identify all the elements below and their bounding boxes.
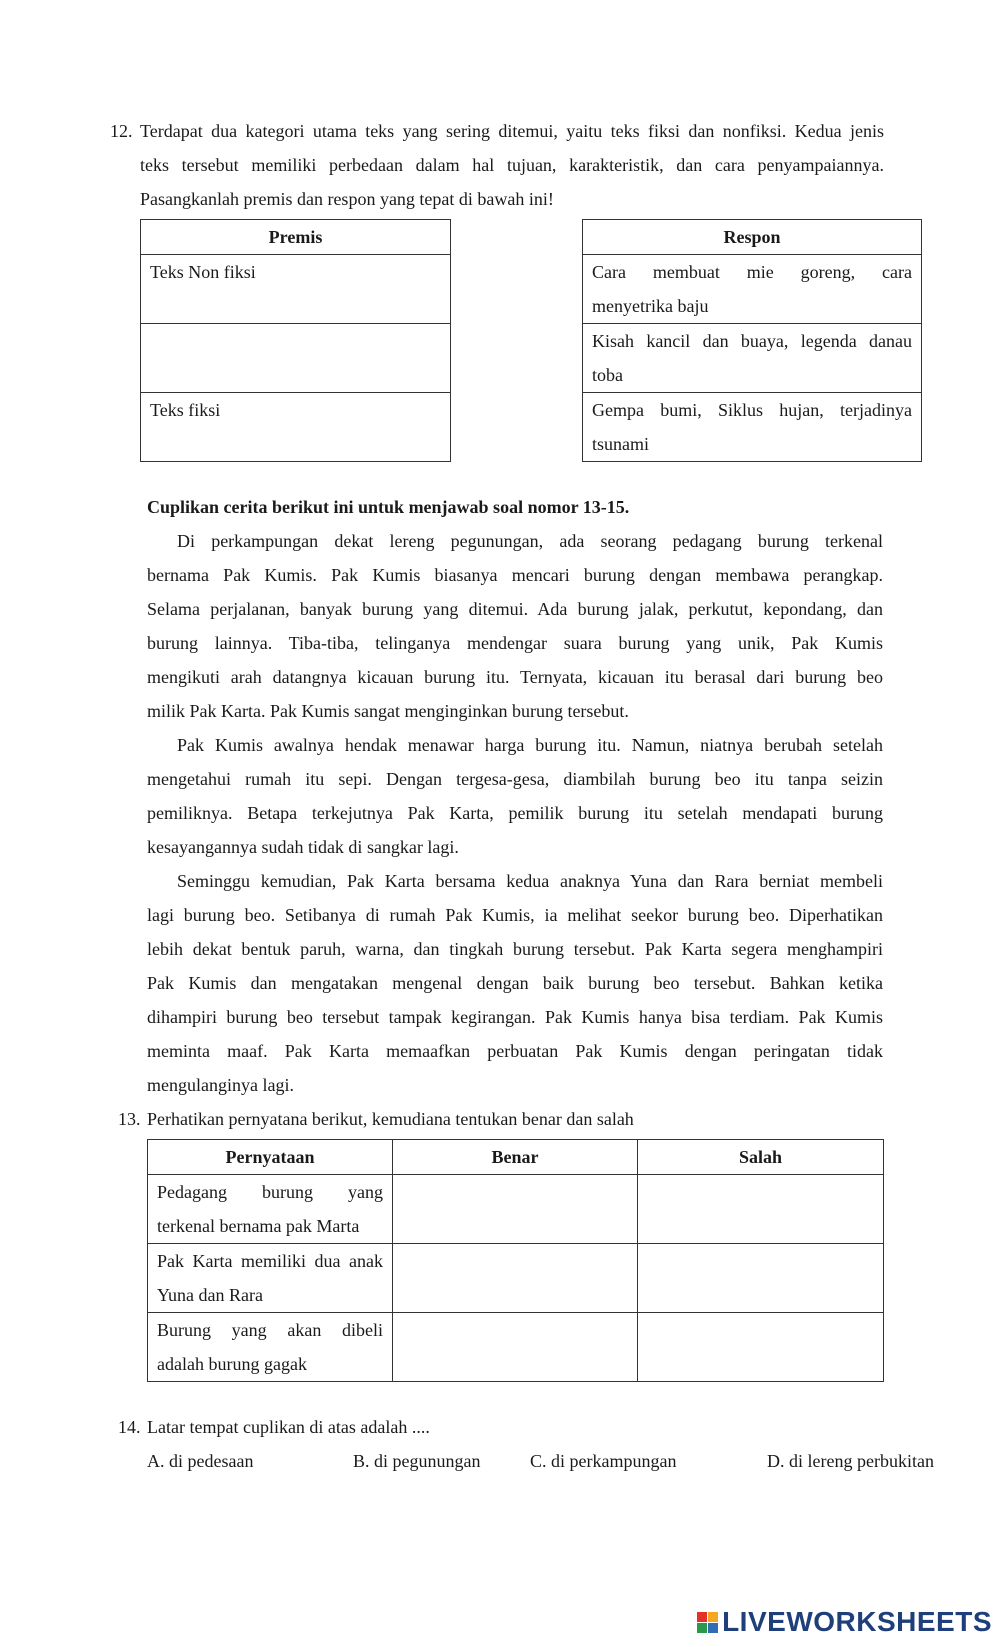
premis-cell[interactable] bbox=[141, 324, 451, 393]
question-text-line: teks tersebut memiliki perbedaan dalam hal tujuan, karakteristik, dan cara penyampaiannya. bbox=[140, 155, 884, 175]
premis-cell[interactable]: Teks fiksi bbox=[141, 393, 451, 462]
story-line: mengikuti arah datangnya kicauan burung itu. Ternyata, kicauan itu berasal dari burung beo bbox=[147, 667, 883, 687]
question-number: 12. bbox=[110, 121, 133, 141]
question-text-line: Terdapat dua kategori utama teks yang sering ditemui, yaitu teks fiksi dan nonfiksi. Kedua jenis bbox=[140, 121, 884, 141]
question-text: Latar tempat cuplikan di atas adalah .... bbox=[147, 1417, 430, 1437]
story-line: Selama perjalanan, banyak burung yang ditemui. Ada burung jalak, perkutut, kepondang, dan bbox=[147, 599, 883, 619]
statement-text: terkenal bernama pak Marta bbox=[157, 1216, 360, 1236]
story-line: meminta maaf. Pak Karta memaafkan perbuatan Pak Kumis dengan peringatan tidak bbox=[147, 1041, 883, 1061]
statement-text: Pak Karta memiliki dua anak bbox=[157, 1251, 383, 1271]
question-text-line: Pasangkanlah premis dan respon yang tepat di bawah ini! bbox=[140, 189, 554, 209]
story-line: Pak Kumis dan mengatakan mengenal dengan baik burung beo tersebut. Bahkan ketika bbox=[147, 973, 883, 993]
story-heading: Cuplikan cerita berikut ini untuk menjawab soal nomor 13-15. bbox=[147, 497, 630, 517]
respon-text: toba bbox=[592, 365, 623, 385]
brand-name: LIVEWORKSHEETS bbox=[722, 1606, 992, 1637]
respon-table bbox=[582, 219, 922, 462]
salah-answer-cell[interactable] bbox=[638, 1313, 884, 1382]
story-line: kesayangannya sudah tidak di sangkar lagi. bbox=[147, 837, 459, 857]
answer-options bbox=[0, 1444, 1000, 1478]
option-d[interactable]: D. di lereng perbukitan bbox=[767, 1451, 934, 1471]
question-text: Perhatikan pernyatana berikut, kemudiana tentukan benar dan salah bbox=[147, 1109, 634, 1129]
respon-text: Kisah kancil dan buaya, legenda danau bbox=[592, 331, 912, 351]
premis-cell[interactable]: Teks Non fiksi bbox=[141, 255, 451, 324]
benar-answer-cell[interactable] bbox=[393, 1313, 638, 1382]
statement-cell bbox=[148, 1313, 393, 1382]
salah-answer-cell[interactable] bbox=[638, 1244, 884, 1313]
story-line: lagi burung beo. Setibanya di rumah Pak Kumis, ia melihat seekor burung beo. Diperhatikan bbox=[147, 905, 883, 925]
liveworksheets-logo bbox=[697, 1604, 992, 1640]
benar-answer-cell[interactable] bbox=[393, 1244, 638, 1313]
header-salah: Salah bbox=[638, 1140, 884, 1175]
true-false-table bbox=[147, 1139, 884, 1382]
option-c[interactable]: C. di perkampungan bbox=[530, 1451, 677, 1471]
respon-text: tsunami bbox=[592, 434, 649, 454]
salah-answer-cell[interactable] bbox=[638, 1175, 884, 1244]
respon-text: menyetrika baju bbox=[592, 296, 709, 316]
respon-text: Gempa bumi, Siklus hujan, terjadinya bbox=[592, 400, 912, 420]
story-line: mengetahui rumah itu sepi. Dengan tergesa-gesa, diambilah burung beo itu tanpa seizin bbox=[147, 769, 883, 789]
respon-text: Cara membuat mie goreng, cara bbox=[592, 262, 912, 282]
premis-header: Premis bbox=[141, 220, 451, 255]
story-line: milik Pak Karta. Pak Kumis sangat menginginkan burung tersebut. bbox=[147, 701, 629, 721]
statement-text: adalah burung gagak bbox=[157, 1354, 307, 1374]
story-line: dihampiri burung beo tersebut tampak kegirangan. Pak Kumis hanya bisa terdiam. Pak Kumis bbox=[147, 1007, 883, 1027]
respon-cell[interactable] bbox=[583, 393, 922, 462]
statement-text: Burung yang akan dibeli bbox=[157, 1320, 383, 1340]
question-number: 14. bbox=[118, 1417, 141, 1437]
story-line: pemiliknya. Betapa terkejutnya Pak Karta, pemilik burung itu setelah mendapati burung bbox=[147, 803, 883, 823]
story-line: bernama Pak Kumis. Pak Kumis biasanya mencari burung dengan membawa perangkap. bbox=[147, 565, 883, 585]
header-pernyataan: Pernyataan bbox=[148, 1140, 393, 1175]
statement-cell bbox=[148, 1244, 393, 1313]
statement-text: Yuna dan Rara bbox=[157, 1285, 263, 1305]
respon-cell[interactable] bbox=[583, 324, 922, 393]
statement-text: Pedagang burung yang bbox=[157, 1182, 383, 1202]
premis-table bbox=[140, 219, 451, 462]
respon-cell[interactable] bbox=[583, 255, 922, 324]
story-line: Di perkampungan dekat lereng pegunungan, ada seorang pedagang burung terkenal bbox=[177, 531, 883, 551]
option-a[interactable]: A. di pedesaan bbox=[147, 1451, 254, 1471]
respon-header: Respon bbox=[583, 220, 922, 255]
story-line: mengulanginya lagi. bbox=[147, 1075, 294, 1095]
header-benar: Benar bbox=[393, 1140, 638, 1175]
story-line: burung lainnya. Tiba-tiba, telinganya mendengar suara burung yang unik, Pak Kumis bbox=[147, 633, 883, 653]
story-line: lebih dekat bentuk paruh, warna, dan tingkah burung tersebut. Pak Karta segera menghampiri bbox=[147, 939, 883, 959]
story-line: Seminggu kemudian, Pak Karta bersama kedua anaknya Yuna dan Rara berniat membeli bbox=[177, 871, 883, 891]
option-b[interactable]: B. di pegunungan bbox=[353, 1451, 481, 1471]
statement-cell bbox=[148, 1175, 393, 1244]
question-number: 13. bbox=[118, 1109, 141, 1129]
liveworksheets-mark-icon bbox=[697, 1612, 718, 1633]
story-line: Pak Kumis awalnya hendak menawar harga burung itu. Namun, niatnya berubah setelah bbox=[177, 735, 883, 755]
benar-answer-cell[interactable] bbox=[393, 1175, 638, 1244]
